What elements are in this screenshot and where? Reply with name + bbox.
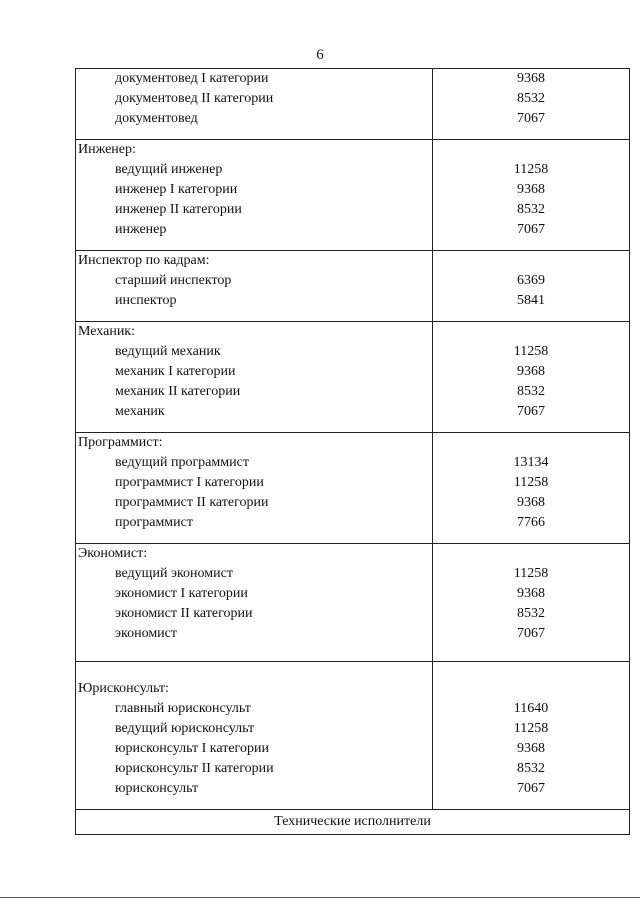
position-name: юрисконсульт I категории [115, 741, 269, 756]
table-group-continued [76, 69, 630, 140]
position-name: ведущий инженер [115, 162, 223, 177]
position-cell [76, 69, 433, 140]
position-name: механик II категории [115, 384, 241, 399]
position-name: инспектор [115, 293, 177, 308]
salary-value: 8532 [517, 91, 545, 106]
salary-value: 9368 [517, 364, 545, 379]
page-number: 6 [316, 47, 324, 63]
position-name: экономист I категории [115, 586, 248, 601]
salary-value: 7067 [517, 222, 545, 237]
position-name: инженер [115, 222, 167, 237]
position-cell [76, 140, 433, 251]
group-title: Инспектор по кадрам: [78, 253, 210, 268]
group-title: Инженер: [78, 142, 136, 157]
position-name: ведущий юрисконсульт [115, 721, 255, 736]
position-cell [76, 251, 433, 322]
group-title: Программист: [78, 435, 163, 450]
salary-cell [433, 433, 630, 544]
salary-cell [433, 544, 630, 662]
table-group-programmer [76, 433, 630, 544]
salary-value: 8532 [517, 761, 545, 776]
salary-value: 9368 [517, 182, 545, 197]
salary-value: 11258 [513, 344, 549, 359]
position-name: ведущий экономист [115, 566, 233, 581]
bottom-rule [0, 897, 640, 898]
position-name: экономист [115, 626, 178, 641]
table-group-engineer [76, 140, 630, 251]
salary-value: 8532 [517, 202, 545, 217]
position-name: документовед I категории [115, 71, 269, 86]
salary-value: 11258 [513, 162, 549, 177]
position-name: инженер I категории [115, 182, 238, 197]
salary-table [75, 68, 630, 835]
position-name: механик I категории [115, 364, 236, 379]
position-name: старший инспектор [115, 273, 232, 288]
position-name: главный юрисконсульт [115, 701, 251, 716]
salary-value: 9368 [517, 586, 545, 601]
salary-cell [433, 322, 630, 433]
salary-value: 11258 [513, 721, 549, 736]
position-name: юрисконсульт II категории [115, 761, 274, 776]
position-name: программист [115, 515, 193, 530]
table-group-mechanic [76, 322, 630, 433]
salary-value: 13134 [513, 455, 549, 470]
salary-cell [433, 140, 630, 251]
salary-value: 7067 [517, 781, 545, 796]
position-name: программист II категории [115, 495, 269, 510]
position-name: ведущий программист [115, 455, 249, 470]
section-title: Технические исполнители [76, 810, 630, 835]
group-title: Юрисконсульт: [78, 681, 169, 696]
table-group-hr-inspector [76, 251, 630, 322]
position-cell [76, 662, 433, 810]
salary-value: 5841 [517, 293, 545, 308]
table-group-legal-adviser [76, 662, 630, 810]
salary-cell [433, 662, 630, 810]
position-name: программист I категории [115, 475, 264, 490]
salary-value: 9368 [517, 741, 545, 756]
position-name: юрисконсульт [115, 781, 199, 796]
salary-value: 6369 [517, 273, 545, 288]
position-name: документовед [115, 111, 198, 126]
salary-value: 7766 [517, 515, 545, 530]
position-name: экономист II категории [115, 606, 253, 621]
salary-value: 8532 [517, 384, 545, 399]
salary-cell [433, 251, 630, 322]
position-name: ведущий механик [115, 344, 221, 359]
position-cell [76, 544, 433, 662]
table-group-economist [76, 544, 630, 662]
salary-value: 11258 [513, 566, 549, 581]
section-header-row [76, 810, 630, 835]
position-cell [76, 433, 433, 544]
salary-value: 7067 [517, 626, 545, 641]
position-cell [76, 322, 433, 433]
position-name: механик [115, 404, 165, 419]
salary-value: 8532 [517, 606, 545, 621]
salary-cell [433, 69, 630, 140]
salary-value: 7067 [517, 111, 545, 126]
salary-value: 7067 [517, 404, 545, 419]
salary-value: 9368 [517, 71, 545, 86]
group-title: Механик: [78, 324, 135, 339]
salary-value: 11258 [513, 475, 549, 490]
position-name: инженер II категории [115, 202, 242, 217]
position-name: документовед II категории [115, 91, 274, 106]
group-title: Экономист: [78, 546, 148, 561]
salary-value: 11640 [513, 701, 549, 716]
salary-value: 9368 [517, 495, 545, 510]
